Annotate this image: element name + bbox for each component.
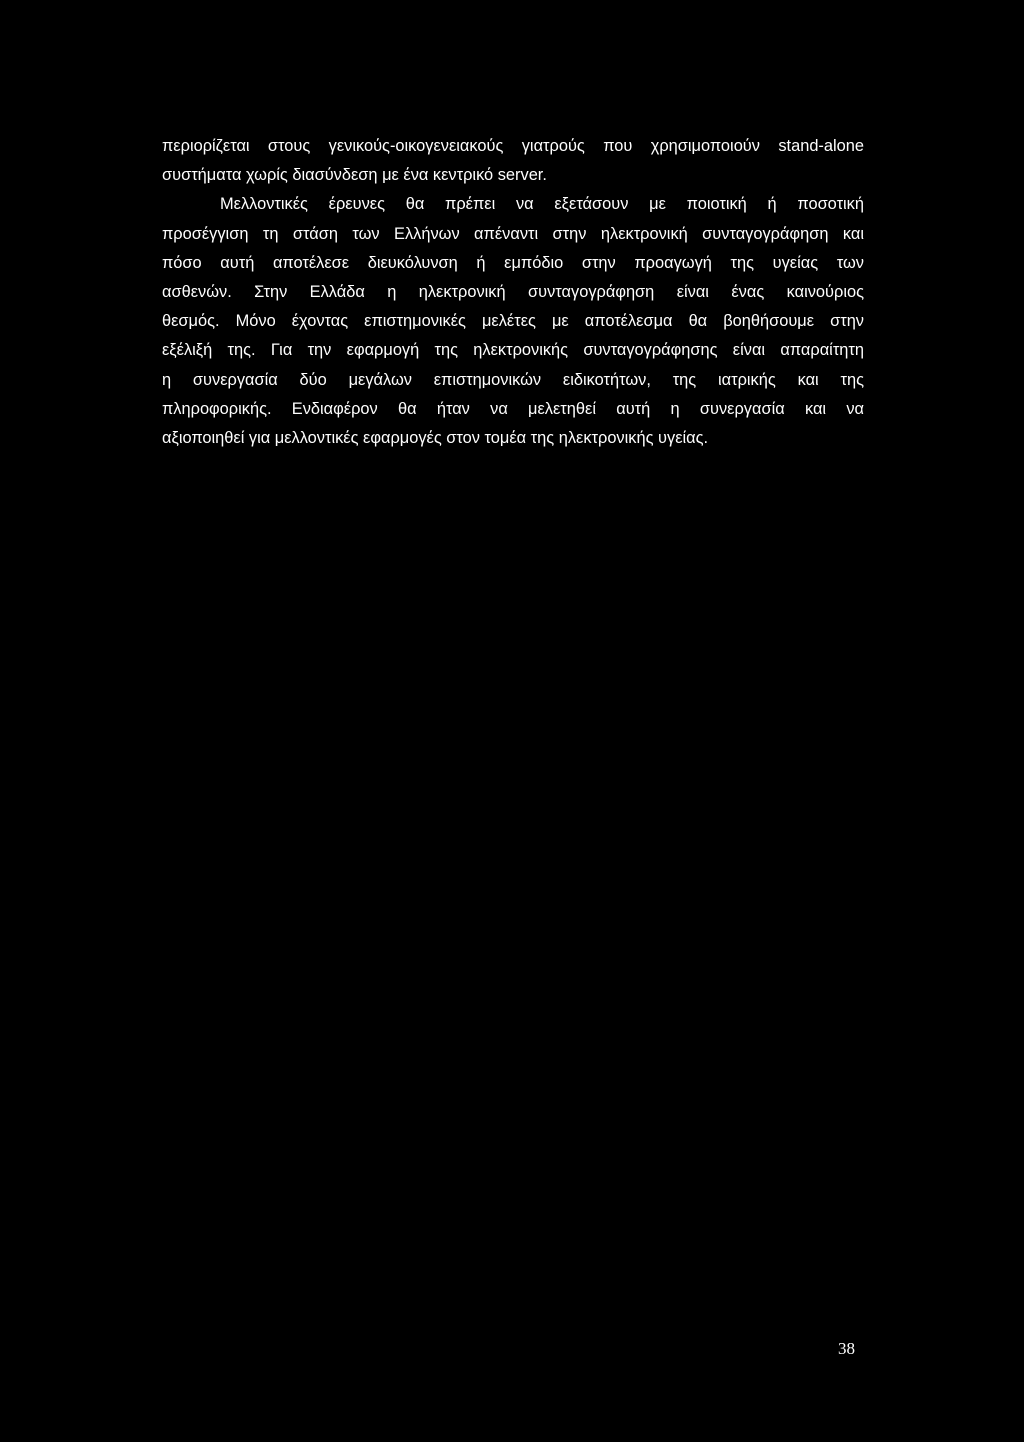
text-line: συστήματα χωρίς διασύνδεση με ένα κεντρικό server. bbox=[162, 166, 547, 185]
page-number: 38 bbox=[838, 1339, 855, 1358]
text-line: Μελλοντικές έρευνες θα πρέπει να εξετάσουν με ποιοτική ή ποσοτική bbox=[220, 195, 864, 214]
paragraph-2 bbox=[162, 190, 864, 453]
paragraph-1 bbox=[162, 132, 864, 190]
body-text bbox=[162, 132, 864, 453]
text-line: ασθενών. Στην Ελλάδα η ηλεκτρονική συνταγογράφηση είναι ένας καινούριος bbox=[162, 282, 864, 301]
text-line: περιορίζεται στους γενικούς-οικογενειακούς γιατρούς που χρησιμοποιούν stand-alone bbox=[162, 137, 864, 155]
text-line: αξιοποιηθεί για μελλοντικές εφαρμογές στον τομέα της ηλεκτρονικής υγείας. bbox=[162, 428, 709, 447]
text-line: πόσο αυτή αποτέλεσε διευκόλυνση ή εμπόδιο στην προαγωγή της υγείας των bbox=[162, 253, 864, 272]
text-line: θεσμός. Μόνο έχοντας επιστημονικές μελέτες με αποτέλεσμα θα βοηθήσουμε στην bbox=[162, 312, 864, 331]
text-line: πληροφορικής. Ενδιαφέρον θα ήταν να μελετηθεί αυτή η συνεργασία και να bbox=[162, 399, 864, 418]
text-line: εξέλιξή της. Για την εφαρμογή της ηλεκτρονικής συνταγογράφησης είναι απαραίτητη bbox=[162, 341, 864, 360]
text-line: προσέγγιση τη στάση των Ελλήνων απέναντι στην ηλεκτρονική συνταγογράφηση και bbox=[162, 224, 864, 243]
text-line: η συνεργασία δύο μεγάλων επιστημονικών ειδικοτήτων, της ιατρικής και της bbox=[162, 370, 864, 389]
